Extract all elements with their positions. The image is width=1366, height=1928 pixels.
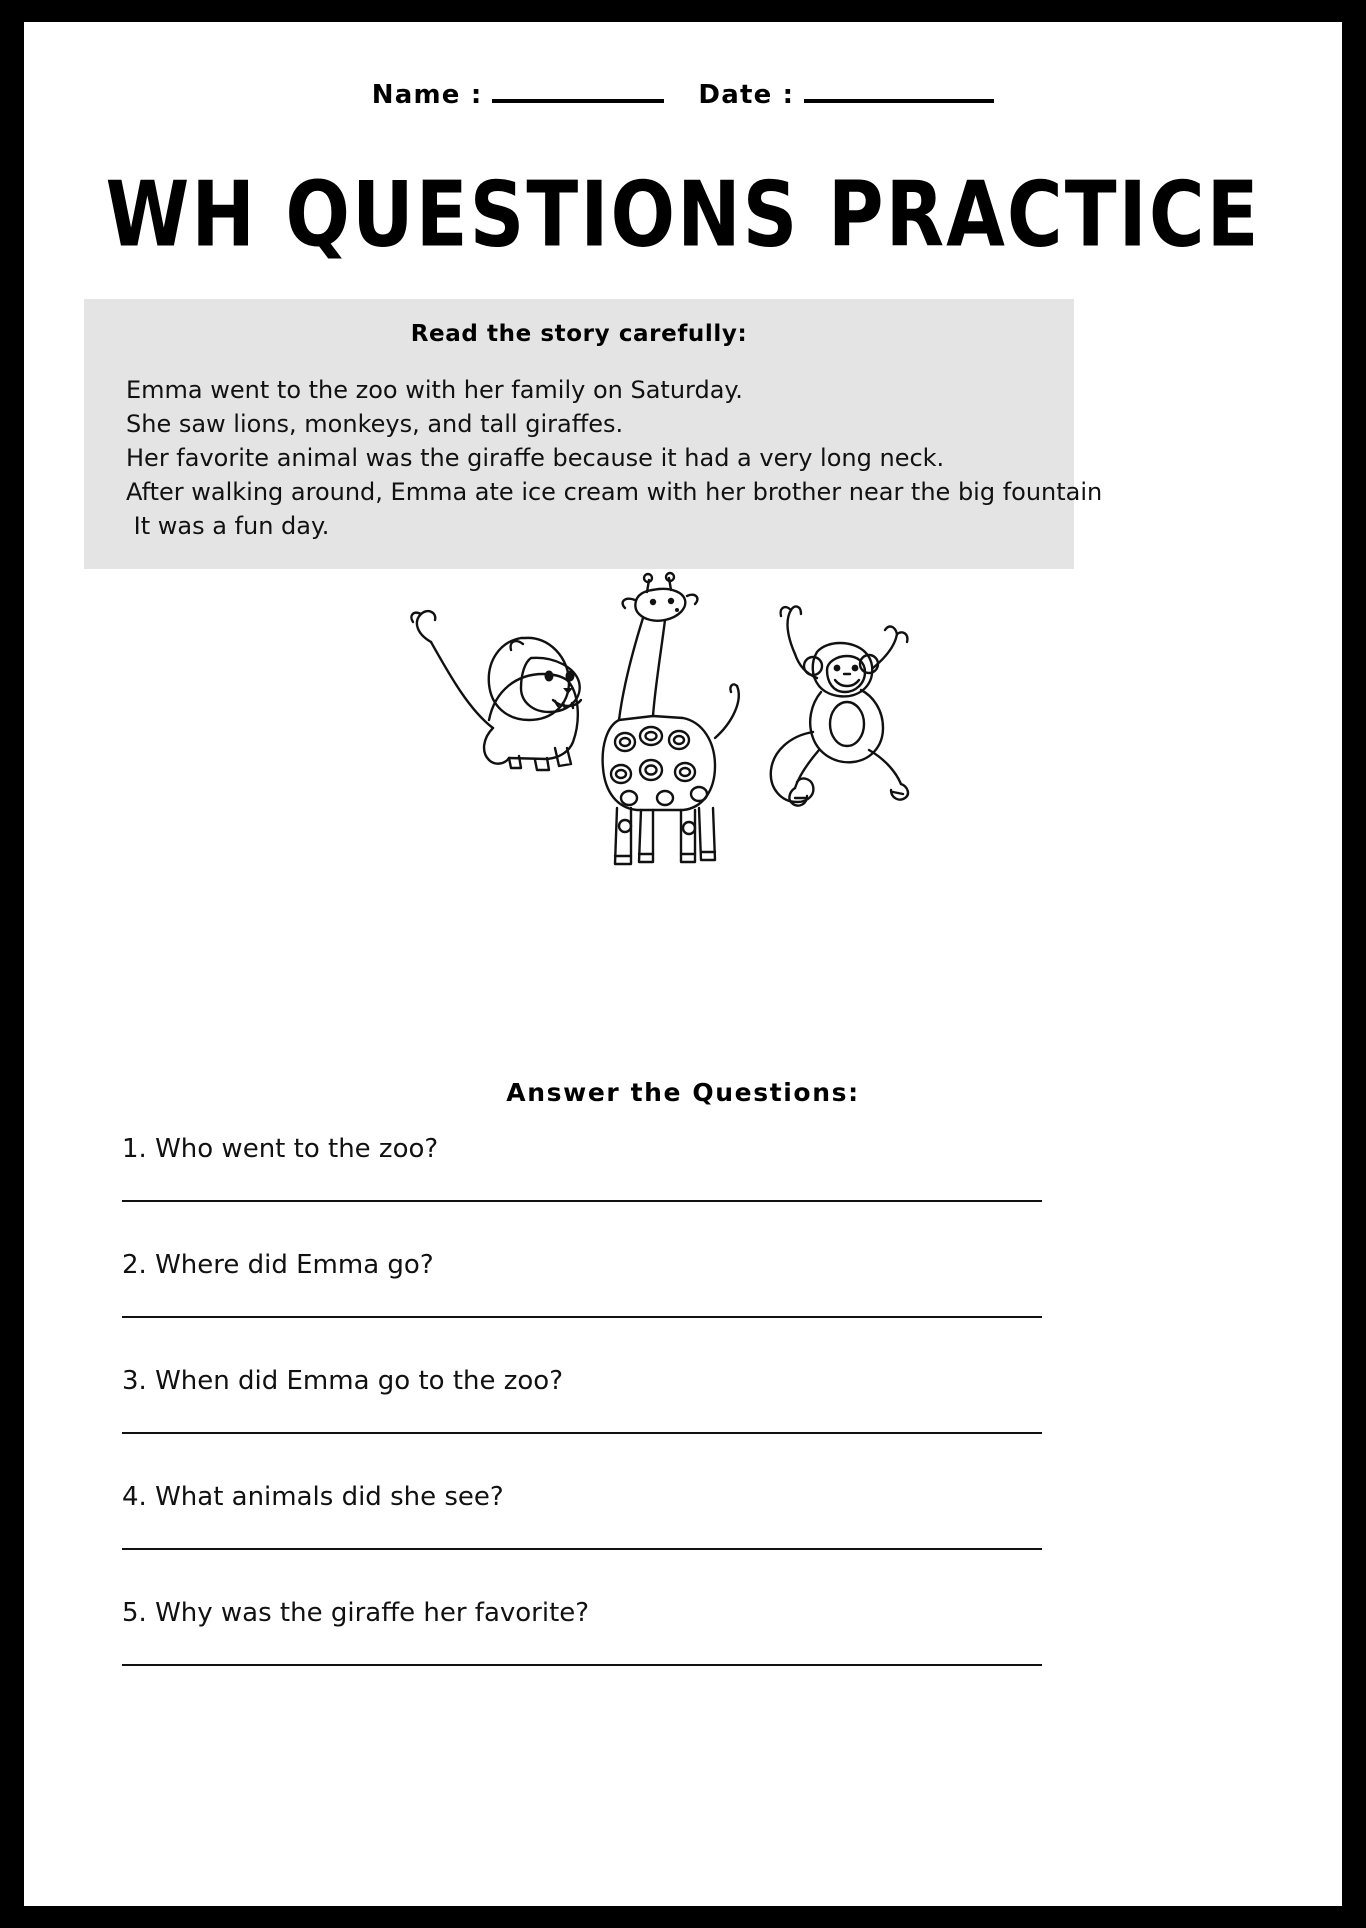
question-block-5 bbox=[122, 1598, 1042, 1666]
question-text-4: 4. What animals did she see? bbox=[122, 1482, 504, 1512]
question-text-1: 1. Who went to the zoo? bbox=[122, 1134, 439, 1164]
name-blank-line[interactable] bbox=[492, 99, 664, 103]
question-text-3: 3. When did Emma go to the zoo? bbox=[122, 1366, 564, 1396]
story-line-1: Emma went to the zoo with her family on Saturday. bbox=[126, 376, 743, 404]
name-label: Name : bbox=[371, 80, 483, 110]
date-label: Date : bbox=[698, 80, 795, 110]
answer-line-1[interactable] bbox=[122, 1200, 1042, 1202]
lion-icon bbox=[411, 611, 581, 770]
answer-line-3[interactable] bbox=[122, 1432, 1042, 1434]
story-heading: Read the story carefully: bbox=[410, 321, 748, 347]
worksheet-sheet bbox=[24, 22, 1342, 1906]
name-field[interactable] bbox=[372, 80, 665, 110]
questions-list bbox=[122, 1134, 1042, 1714]
question-block-2 bbox=[122, 1250, 1042, 1318]
question-text-5: 5. Why was the giraffe her favorite? bbox=[122, 1598, 590, 1628]
student-info-row bbox=[24, 80, 1342, 110]
question-block-4 bbox=[122, 1482, 1042, 1550]
question-text-2: 2. Where did Emma go? bbox=[122, 1250, 434, 1280]
answer-line-2[interactable] bbox=[122, 1316, 1042, 1318]
answer-line-4[interactable] bbox=[122, 1548, 1042, 1550]
zoo-animals-illustration bbox=[24, 570, 1342, 870]
monkey-icon bbox=[771, 607, 908, 806]
story-line-4: After walking around, Emma ate ice cream with her brother near the big fountain bbox=[126, 478, 1103, 506]
story-line-2: She saw lions, monkeys, and tall giraffes. bbox=[126, 410, 624, 438]
story-line-3: Her favorite animal was the giraffe because it had a very long neck. bbox=[126, 444, 945, 472]
giraffe-icon bbox=[603, 573, 739, 864]
date-field[interactable] bbox=[698, 80, 994, 110]
story-line-5: It was a fun day. bbox=[126, 512, 330, 540]
story-panel bbox=[84, 299, 1103, 569]
page-title: WH QUESTIONS PRACTICE bbox=[105, 161, 1261, 267]
date-blank-line[interactable] bbox=[804, 99, 994, 103]
answer-line-5[interactable] bbox=[122, 1664, 1042, 1666]
question-block-1 bbox=[122, 1134, 1042, 1202]
answer-section-heading: Answer the Questions: bbox=[506, 1078, 860, 1107]
zoo-animals-svg bbox=[403, 570, 963, 870]
question-block-3 bbox=[122, 1366, 1042, 1434]
